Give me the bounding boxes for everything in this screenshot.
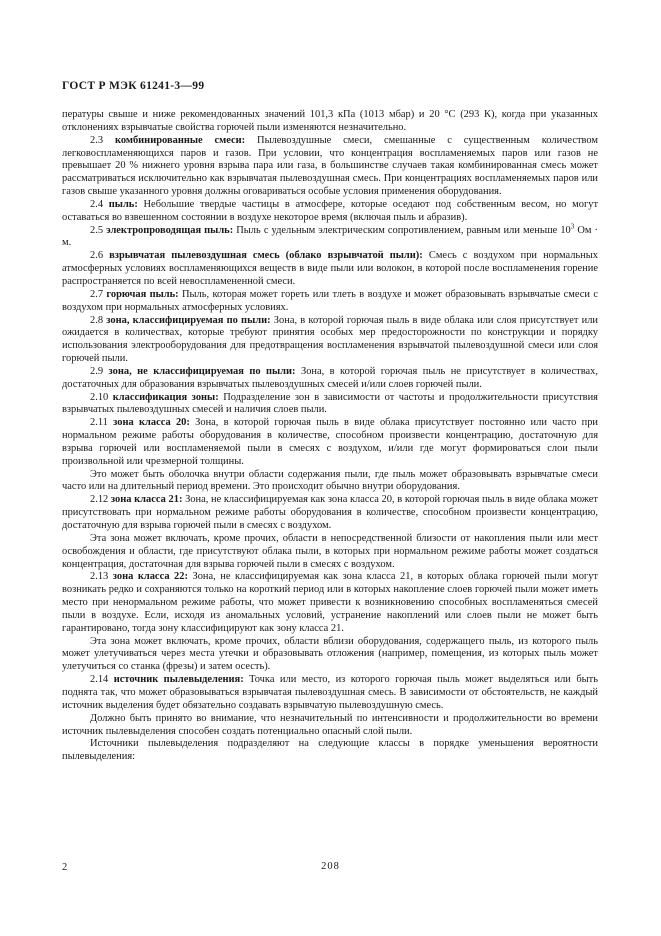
paragraph-text: Это может быть оболочка внутри области содержания пыли, где пыль может образовывать взрывчатые смеси часто или на длительный период времени. Это происходит обычно внутри оборудования. bbox=[62, 468, 598, 493]
paragraph-text: 2.10 bbox=[90, 391, 113, 403]
paragraph-text: Смесь с воздухом при нормальных атмосферных условиях воспламеняющихся веществ в виде пыли или волокон, в которой после воспламенения горение распространяется по всей невоспламененной смеси. bbox=[62, 250, 598, 287]
paragraph bbox=[62, 713, 598, 739]
paragraph-text: Пыль с удельным электрическим сопротивлением, равным или меньше 10 bbox=[233, 224, 571, 236]
document-header: ГОСТ Р МЭК 61241-3—99 bbox=[62, 80, 205, 92]
paragraph-text: Пыль, которая может гореть или тлеть в воздухе и может образовывать взрывчатые смеси с воздухом при нормальных атмосферных условиях. bbox=[62, 288, 599, 313]
paragraph-text: 2.3 bbox=[90, 134, 115, 146]
paragraph-text: Пылевоздушные смеси, смешанные с существенным количеством легковоспламеняющихся паров и газов. При условии, что концентрация воспламеняемых паров или газов не превышает 20 % нижнего уровня взрыва пара или газа, в большинстве случаев такая комбинированная смесь может рассматриваться исключительно как взрывчатая пылевоздушная смесь. При концентрациях воспламеняемых паров или газов свыше указанного уровня должны оговариваться особые условия применения оборудования. bbox=[62, 134, 598, 198]
paragraph-text: Зона, в которой горючая пыль не присутствует в количествах, достаточных для образования взрывчатых пылевоздушных смесей и/или слоев горючей пыли. bbox=[62, 365, 598, 390]
paragraph bbox=[62, 315, 598, 366]
paragraph-text: Источники пылевыделения подразделяют на следующие классы в порядке уменьшения вероятности пылевыделения: bbox=[62, 738, 598, 763]
paragraph bbox=[62, 366, 598, 392]
paragraph-text: Точка или место, из которого горючая пыль может выделяться или быть поднята так, что может образовываться взрывчатая пылевоздушная смесь. В зависимости от обстоятельств, не каждый источник выделения будет обязательно создавать взрывчатую пылевоздушную смесь. bbox=[62, 674, 598, 711]
paragraph-text: пературы свыше и ниже рекомендованных значений 101,3 кПа (1013 мбар) и 20 °С (293 К), когда при указанных отклонениях взрывчатые свойства горючей пыли изменяются незначительно. bbox=[62, 109, 598, 133]
paragraph bbox=[62, 417, 598, 468]
paragraph bbox=[62, 289, 598, 315]
paragraph-text: 2.7 bbox=[90, 288, 107, 300]
paragraph bbox=[62, 738, 598, 764]
term-label: классификация зоны: bbox=[112, 391, 219, 403]
document-body bbox=[62, 109, 598, 764]
term-label: зона класса 22: bbox=[112, 571, 188, 583]
term-label: электропроводящая пыль: bbox=[106, 224, 234, 236]
paragraph-text: Зона, не классифицируемая как зона класса 21, в которых облака горючей пыли могут возникать редко и сохраняются только на короткий период или в которых накопление слоев горючей пыли может иметь место при ненормальном режиме работы, что может привести к возникновению способных воспламеняться смесей пыли в воздухе. Если, исходя из аномальных условий, устранение накоплений или слоев пыли не может быть гарантировано, тогда зону классифицируют как зону класса 21. bbox=[62, 571, 598, 634]
term-label: взрывчатая пылевоздушная смесь (облако взрывчатой пыли): bbox=[109, 250, 423, 262]
paragraph-text: Ом · м. bbox=[62, 224, 599, 249]
superscript: 3 bbox=[570, 222, 575, 231]
paragraph bbox=[62, 222, 599, 251]
sheet-number: 208 bbox=[321, 861, 340, 872]
paragraph bbox=[62, 469, 598, 495]
paragraph bbox=[62, 494, 598, 533]
term-label: зона, классифицируемая по пыли: bbox=[106, 314, 271, 326]
paragraph-text: Зона, не классифицируемая как зона класса 20, в которой горючая пыль в виде облака может присутствовать при нормальном режиме работы оборудования в количестве, способном произвести концентрацию, достаточную для взрыва горючей пыли в смесях с воздухом. bbox=[62, 494, 598, 531]
term-label: зона, не классифицируемая по пыли: bbox=[108, 365, 296, 377]
term-label: пыль: bbox=[108, 198, 138, 210]
paragraph bbox=[62, 636, 598, 675]
term-label: зона класса 20: bbox=[113, 417, 190, 429]
paragraph-text: Эта зона может включать, кроме прочих, области в непосредственной близости от накопления пыли или мест освобождения и области, где присутствуют облака пыли, в которых при нормальном режиме работы может создаться концентрация, достаточная для взрыва горючей пыли в смесях с воздухом. bbox=[62, 532, 598, 570]
paragraph bbox=[62, 135, 598, 199]
paragraph-text: Зона, в которой горючая пыль в виде облака присутствует постоянно или часто при нормальном режиме работы оборудования в количестве, способном произвести концентрацию, достаточную для взрыва горючей или воспламеняемой пыли в смесях с воздухом, и/или где могут формироваться слои пыли произвольной или чрезмерной толщины. bbox=[62, 417, 598, 467]
paragraph-text: 2.12 bbox=[90, 494, 111, 506]
paragraph-text: Зона, в которой горючая пыль в виде облака или слоя присутствует или ожидается в количествах, которые требуют принятия особых мер предосторожности по конструкции и порядку использования электрооборудования для предотвращения воспламенения взрывчатой пылевоздушной смеси или слоя горючей пыли. bbox=[62, 314, 599, 365]
term-label: горючая пыль: bbox=[106, 288, 179, 300]
paragraph bbox=[62, 533, 598, 572]
paragraph bbox=[62, 571, 598, 635]
paragraph-text: 2.13 bbox=[90, 571, 113, 583]
paragraph-text: 2.8 bbox=[90, 314, 107, 326]
paragraph bbox=[62, 392, 598, 418]
paragraph-text: Небольшие твердые частицы в атмосфере, которые оседают под собственным весом, но могут оставаться во взвешенном состоянии в воздухе некоторое время (включая пыль и абразив). bbox=[62, 198, 599, 223]
paragraph-text: 2.11 bbox=[90, 417, 114, 429]
paragraph-text: 2.6 bbox=[90, 250, 110, 262]
paragraph-text: 2.14 bbox=[90, 674, 114, 686]
paragraph-text: Подразделение зон в зависимости от частоты и продолжительности присутствия взрывчатых пылевоздушных смесей и наличия слоев пыли. bbox=[62, 391, 598, 416]
paragraph-text: 2.9 bbox=[90, 365, 109, 377]
term-label: источник пылевыделения: bbox=[113, 674, 244, 686]
paragraph bbox=[62, 250, 598, 289]
paragraph bbox=[62, 674, 598, 713]
paragraph-text: 2.5 bbox=[90, 224, 107, 236]
paragraph-text: Должно быть принято во внимание, что незначительный по интенсивности и продолжительности во времени источник пылевыделения способен создать потенциально опасный слой пыли. bbox=[62, 712, 598, 737]
page-number: 2 bbox=[62, 862, 68, 873]
paragraph-text: 2.4 bbox=[90, 198, 109, 210]
term-label: зона класса 21: bbox=[110, 494, 183, 506]
term-label: комбинированные смеси: bbox=[114, 134, 246, 146]
paragraph bbox=[62, 109, 598, 135]
paragraph bbox=[62, 199, 598, 225]
paragraph-text: Эта зона может включать, кроме прочих, области вблизи оборудования, содержащего пыль, из которого пыль может улетучиваться через места утечки и образовывать отложения (например, помещения, из которых пыль может улетучиться со станка (фрезы) и затем осесть). bbox=[62, 635, 598, 673]
